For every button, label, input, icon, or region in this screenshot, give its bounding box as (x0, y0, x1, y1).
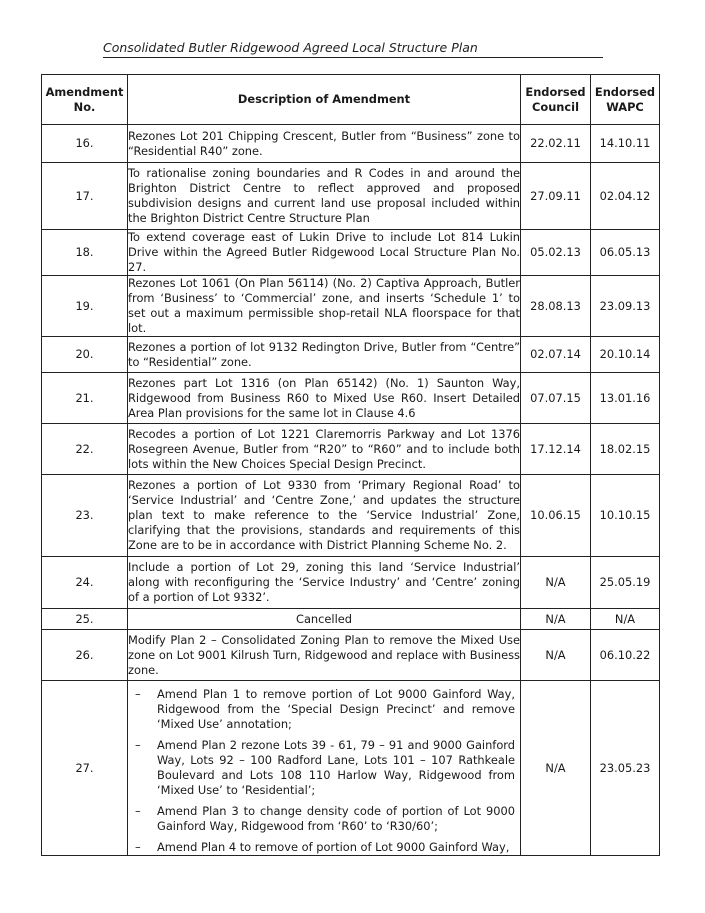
amendment-description (128, 681, 521, 856)
endorsed-wapc-date: N/A (591, 609, 660, 630)
dash-bullet: – (135, 804, 141, 818)
endorsed-council-date: N/A (521, 681, 591, 856)
amendment-description: Modify Plan 2 – Consolidated Zoning Plan to remove the Mixed Use zone on Lot 9001 Kilrush Turn, Ridgewood and replace with Business zone. (128, 630, 521, 681)
amendment-description: Cancelled (128, 609, 521, 630)
amendment-number: 19. (42, 276, 128, 337)
col-header-amendment-no: Amendment No. (42, 75, 128, 125)
amendment-bullet-list (128, 681, 520, 855)
endorsed-wapc-date: 02.04.12 (591, 163, 660, 230)
document-header: Consolidated Butler Ridgewood Agreed Local Structure Plan (103, 40, 603, 58)
amendment-table (41, 74, 660, 856)
table-row (42, 125, 660, 163)
amendment-number: 25. (42, 609, 128, 630)
table-row (42, 276, 660, 337)
table-row (42, 424, 660, 475)
list-item (133, 738, 515, 798)
dash-bullet: – (135, 738, 141, 752)
endorsed-wapc-date: 13.01.16 (591, 373, 660, 424)
amendment-number: 21. (42, 373, 128, 424)
amendment-description: Rezones Lot 1061 (On Plan 56114) (No. 2) Captiva Approach, Butler from ‘Business’ to ‘Commercial’ zone, and inserts ‘Schedule 1’ to set out a maximum permissible shop-retail NLA floorspace for that lot. (128, 276, 520, 335)
bullet-text: Amend Plan 3 to change density code of portion of Lot 9000 Gainford Way, Ridgewood from ‘R60’ to ‘R30/60’; (157, 804, 515, 833)
amendment-number: 27. (42, 681, 128, 856)
table-row (42, 557, 660, 609)
endorsed-wapc-date: 14.10.11 (591, 125, 660, 163)
amendment-description: Rezones Lot 201 Chipping Crescent, Butler from “Business” zone to “Residential R40” zone. (128, 125, 521, 163)
endorsed-wapc-date: 10.10.15 (591, 475, 660, 557)
endorsed-council-date: 27.09.11 (521, 163, 591, 230)
endorsed-wapc-date: 06.10.22 (591, 630, 660, 681)
col-header-endorsed-wapc: Endorsed WAPC (591, 75, 660, 125)
col-header-description: Description of Amendment (128, 75, 521, 125)
table-row (42, 475, 660, 557)
endorsed-wapc-date: 20.10.14 (591, 337, 660, 373)
table-header-row (42, 75, 660, 125)
endorsed-council-date: 05.02.13 (521, 230, 591, 276)
amendment-number: 16. (42, 125, 128, 163)
endorsed-council-date: 07.07.15 (521, 373, 591, 424)
amendment-number: 18. (42, 230, 128, 276)
bullet-text: Amend Plan 4 to remove of portion of Lot 9000 Gainford Way, (157, 840, 510, 854)
amendment-number: 22. (42, 424, 128, 475)
endorsed-wapc-date: 06.05.13 (591, 230, 660, 276)
table-row (42, 609, 660, 630)
amendment-description: To extend coverage east of Lukin Drive to include Lot 814 Lukin Drive within the Agreed Butler Ridgewood Local Structure Plan No. 27. (128, 230, 520, 274)
endorsed-council-date: 17.12.14 (521, 424, 591, 475)
amendment-number: 20. (42, 337, 128, 373)
endorsed-wapc-date: 23.09.13 (591, 276, 660, 337)
amendment-description: Rezones a portion of lot 9132 Redington Drive, Butler from “Centre” to “Residential” zone. (128, 337, 521, 373)
bullet-text: Amend Plan 1 to remove portion of Lot 9000 Gainford Way, Ridgewood from the ‘Special Design Precinct’ and remove ‘Mixed Use’ annotation; (157, 687, 515, 731)
amendment-description: Rezones part Lot 1316 (on Plan 65142) (No. 1) Saunton Way, Ridgewood from Business R60 to Mixed Use R60. Insert Detailed Area Plan provisions for the same lot in Clause 4.6 (128, 373, 521, 424)
endorsed-council-date: 10.06.15 (521, 475, 591, 557)
endorsed-council-date: N/A (521, 630, 591, 681)
amendment-description: Rezones a portion of Lot 9330 from ‘Primary Regional Road’ to ‘Service Industrial’ and ‘Centre Zone,’ and updates the structure plan text to make reference to the ‘Service Industrial’ Zone, clarifying that the provisions, standards and requirements of this Zone are to be in accordance with District Planning Scheme No. 2. (128, 475, 521, 557)
table-row (42, 681, 660, 856)
table-row (42, 373, 660, 424)
endorsed-council-date: 02.07.14 (521, 337, 591, 373)
amendment-number: 17. (42, 163, 128, 230)
list-item (133, 687, 515, 732)
amendment-number: 24. (42, 557, 128, 609)
bullet-text: Amend Plan 2 rezone Lots 39 - 61, 79 – 91 and 9000 Gainford Way, Lots 92 – 100 Radford Lane, Lots 101 – 107 Rathkeale Boulevard and Lots 108 110 Harlow Way, Ridgewood from ‘Mixed Use’ to ‘Residential’; (157, 738, 515, 797)
col-header-endorsed-council: Endorsed Council (521, 75, 591, 125)
table-row (42, 630, 660, 681)
endorsed-council-date: 22.02.11 (521, 125, 591, 163)
table-row (42, 337, 660, 373)
amendment-description: To rationalise zoning boundaries and R Codes in and around the Brighton District Centre to reflect approved and proposed subdivision designs and current land use proposal included within the Brighton District Centre Structure Plan (128, 163, 521, 230)
amendment-number: 23. (42, 475, 128, 557)
endorsed-council-date: N/A (521, 557, 591, 609)
endorsed-wapc-date: 25.05.19 (591, 557, 660, 609)
table-row (42, 230, 660, 276)
dash-bullet: – (135, 840, 141, 854)
amendment-description: Include a portion of Lot 29, zoning this land ‘Service Industrial’ along with reconfiguring the ‘Service Industry’ and ‘Centre’ zoning of a portion of Lot 9332’. (128, 557, 521, 609)
amendment-description: Recodes a portion of Lot 1221 Claremorris Parkway and Lot 1376 Rosegreen Avenue, Butler from “R20” to “R60” and to include both lots within the New Choices Special Design Precinct. (128, 424, 521, 475)
table-row (42, 163, 660, 230)
dash-bullet: – (135, 687, 141, 701)
endorsed-wapc-date: 23.05.23 (591, 681, 660, 856)
list-item (133, 840, 515, 855)
endorsed-council-date: 28.08.13 (521, 276, 591, 337)
endorsed-wapc-date: 18.02.15 (591, 424, 660, 475)
amendment-number: 26. (42, 630, 128, 681)
list-item (133, 804, 515, 834)
endorsed-council-date: N/A (521, 609, 591, 630)
